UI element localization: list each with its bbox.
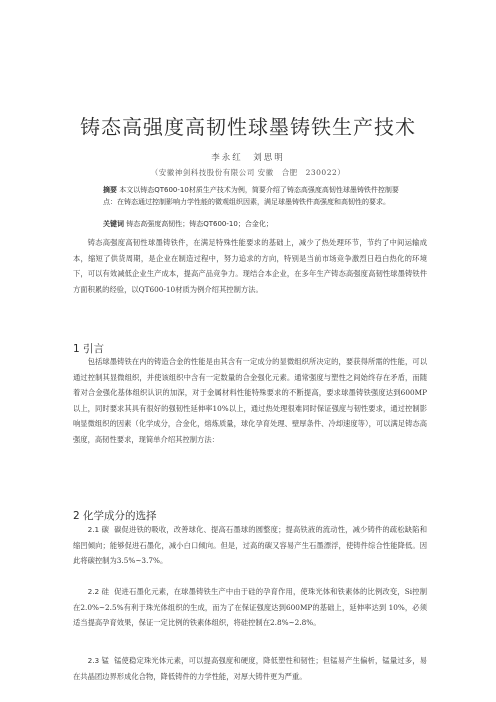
- section-2-3-label: 2.3 锰: [87, 656, 110, 665]
- section-2-2-text: 促进石墨化元素，在球墨铸铁生产中由于硅的孕育作用，使珠光体和铁素体的比例改变，Si控制在2.0%~2.5%有利于珠光体组织的生成，而为了在保证强度达到600MP的基础上，延伸率达到 10%，必须适当提高孕育效果，保证一定比例的铁素体组织，将硅控制在2.8%~2.8%。: [73, 587, 427, 627]
- section-2-3-paragraph: [73, 653, 427, 684]
- section-2-1-paragraph: [73, 522, 427, 569]
- intro-paragraph: 铸态高强度高韧性球墨铸铁件，在满足特殊性能要求的基础上，减少了热处理环节，节约了中间运输成本，缩短了供货周期，是企业在制造过程中，努力追求的方向，特别是当前市场竞争激烈日趋白热化的环境下，可以有效减低企业生产成本，提高产品竞争力。现结合本企业，在多年生产铸态高强度高韧性球墨铸铁件方面积累的经验，以QT600-10材质为例介绍其控制方法。: [73, 238, 427, 294]
- section-2-1-text: 碳促进铁的吸收，改善球化、提高石墨球的圆整度；提高铁液的流动性，减少铸件的疏松缺陷和缩凹倾向；能够促进石墨化，减小白口倾向。但是，过高的碳又容易产生石墨漂浮，使铸件综合性能降低。因此将碳控制为3.5%~3.7%。: [73, 525, 427, 565]
- section-1-heading: 1 引言: [73, 343, 105, 355]
- section-2-2-paragraph: [73, 584, 427, 631]
- keywords-label: 关键词: [103, 220, 124, 228]
- section-2-heading: 2 化学成分的选择: [73, 510, 157, 522]
- section-2-3-text: 锰使稳定珠光体元素，可以提高强度和硬度，降低塑性和韧性；但锰易产生偏析，锰量过多，易在共晶团边界形成化合物，降低铸件的力学性能，对厚大铸件更为严重。: [73, 656, 427, 681]
- keywords-block: [103, 218, 403, 230]
- abstract-block: [103, 184, 403, 208]
- author-line: 李永红 刘思明: [211, 153, 285, 163]
- abstract-text: 本文以铸态QT600-10材质生产技术为例，简要介绍了铸态高强度高韧性球墨铸铁件控制要点：在铸态通过控制影响力学性能的微观组织因素，满足球墨铸铁件高强度和高韧性的要求。: [103, 186, 399, 206]
- section-1-paragraph: 包括球墨铸铁在内的铸造合金的性能是由其含有一定成分的显微组织所决定的，要获得所需的性能，可以通过控制其显微组织，并使该组织中含有一定数量的合金强化元素。通常强度与塑性之间始终存在矛盾，而随着对合金强化基体组织认识的加深，对于金属材料性能特殊要求的不断提高，要求球墨铸铁强度达到600MP以上，同时要求其具有很好的强韧性延伸率10%以上，通过热处理很难同时保证强度与韧性要求，通过控制影响显微组织的因素（化学成分，合金化，熔炼质量，球化孕育处理、壁厚条件、冷却速度等），可以满足铸态高强度，高韧性要求，现简单介绍其控制方法：: [73, 357, 427, 444]
- abstract-label: 摘要: [103, 186, 117, 194]
- affiliation-line: （安徽神剑科技股份有限公司 安徽 合肥 230022）: [150, 168, 346, 177]
- keywords-text: 铸态高强度高韧性；铸态QT600-10；合金化；: [126, 220, 273, 228]
- section-2-1-label: 2.1 碳: [87, 525, 110, 534]
- section-2-2-label: 2.2 硅: [87, 587, 110, 596]
- paper-title: 铸态高强度高韧性球墨铸铁生产技术: [80, 115, 416, 139]
